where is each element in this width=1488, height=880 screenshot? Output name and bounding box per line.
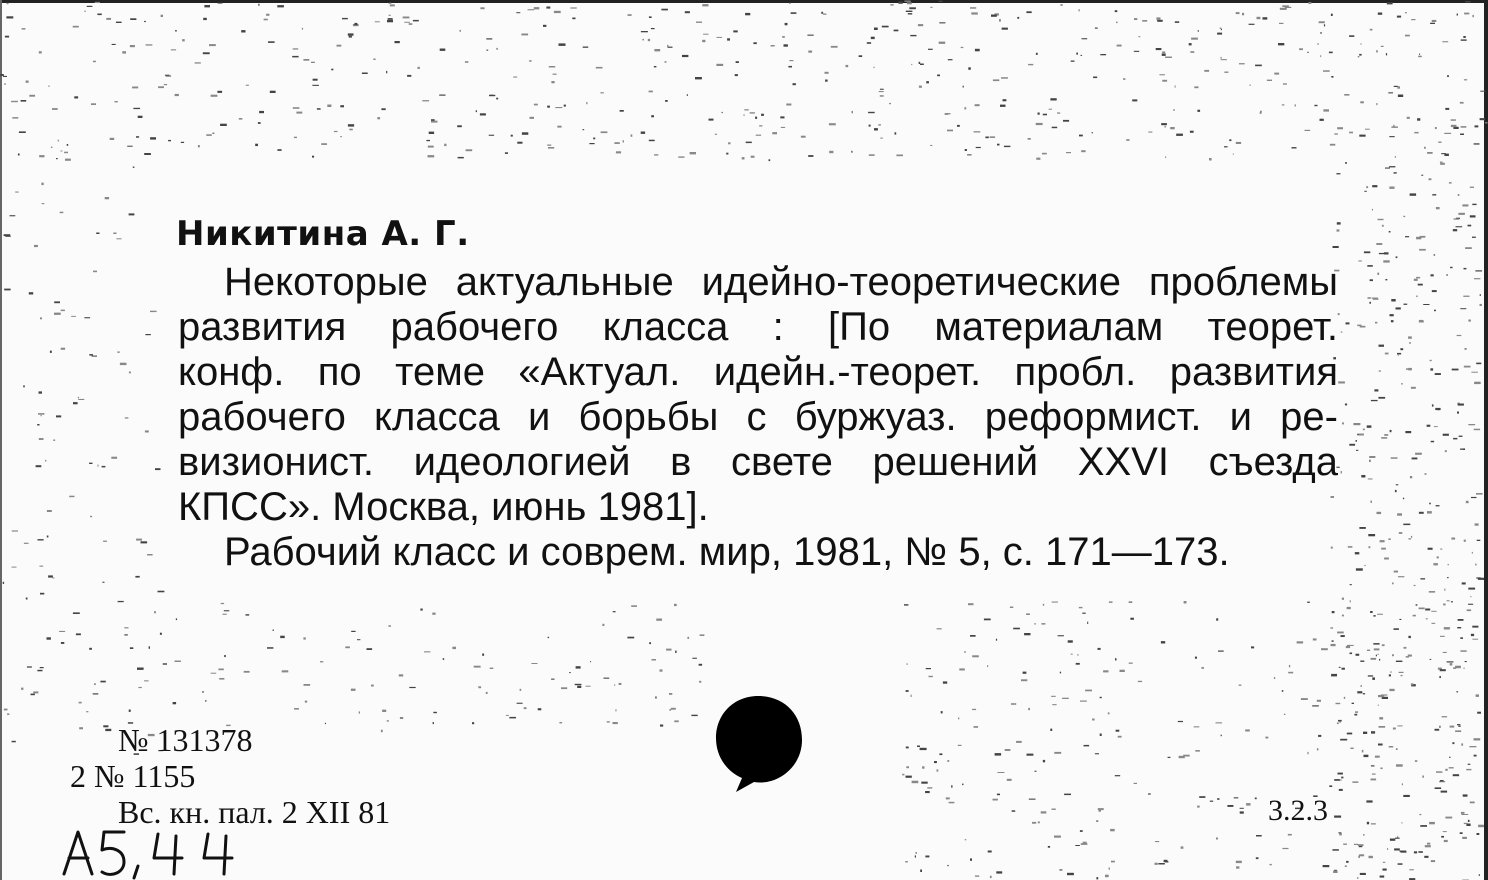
copy-number: 2 № 1155: [70, 758, 196, 794]
punch-hole-icon: [706, 690, 816, 810]
description-line-1: Некоторые актуальные идейно-теоретические проблемы: [224, 260, 1338, 304]
inventory-number: № 131378: [118, 722, 253, 758]
bibliographic-description: [178, 260, 1338, 575]
printer-note: Вс. кн. пал. 2 XII 81: [118, 794, 391, 830]
shelf-mark-handwritten: [58, 822, 278, 880]
description-line-4: рабочего класса и борьбы с буржуаз. реформист. и ре-: [178, 395, 1338, 439]
description-line-3: конф. по теме «Актуал. идейн.-теорет. пробл. развития: [178, 350, 1338, 394]
author-name: Никитина А. Г.: [176, 214, 470, 254]
classification-code: 3.2.3: [1268, 794, 1328, 827]
description-line-6: КПСС». Москва, июнь 1981].: [178, 485, 709, 529]
description-line-2: развития рабочего класса : [По материалам теорет.: [178, 305, 1338, 349]
description-line-5: визионист. идеологией в свете решений XXVI съезда: [178, 440, 1338, 484]
source-citation: Рабочий класс и соврем. мир, 1981, № 5, с. 171—173.: [224, 530, 1230, 574]
